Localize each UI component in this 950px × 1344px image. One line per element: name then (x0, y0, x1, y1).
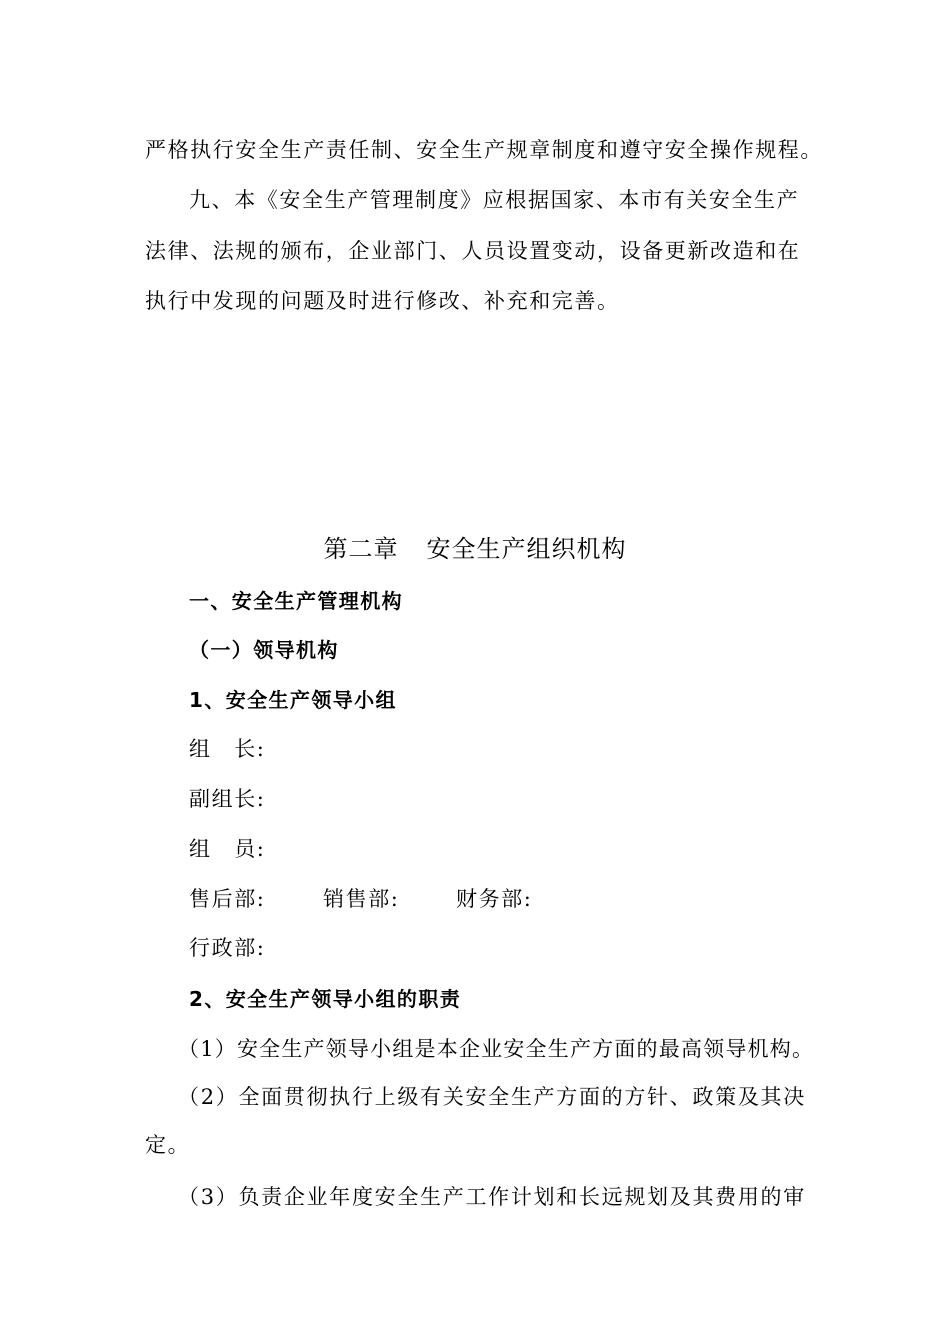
duty-line: （1）安全生产领导小组是本企业安全生产方面的最高领导机构。 (178, 1037, 815, 1061)
dept-admin-label: 行政部: (189, 936, 266, 960)
paragraph-line: 严格执行安全生产责任制、安全生产规章制度和遵守安全操作规程。 (145, 138, 823, 162)
duty-line: （2）全面贯彻执行上级有关安全生产方面的方针、政策及其决 (178, 1085, 806, 1109)
chapter-number: 第二章 (323, 535, 399, 563)
section-heading: 一、安全生产管理机构 (189, 589, 403, 613)
subsection-heading: （一）领导机构 (189, 638, 339, 662)
duty-line: 定。 (145, 1133, 191, 1157)
item-heading: 1、安全生产领导小组 (189, 688, 397, 712)
paragraph-line: 法律、法规的颁布，企业部门、人员设置变动，设备更新改造和在 (145, 239, 801, 263)
leader-label: 组 长: (189, 737, 266, 761)
item-heading: 2、安全生产领导小组的职责 (189, 987, 462, 1011)
member-label: 组 员: (189, 837, 266, 861)
dept-after-sales-label: 售后部: (189, 887, 266, 911)
paragraph-line: 九、本《安全生产管理制度》应根据国家、本市有关安全生产 (189, 188, 800, 212)
chapter-title: 安全生产组织机构 (426, 535, 627, 563)
duty-line: （3）负责企业年度安全生产工作计划和长远规划及其费用的审 (178, 1185, 806, 1209)
dept-sales-label: 销售部: (323, 887, 400, 911)
chapter-heading (0, 533, 950, 565)
paragraph-line: 执行中发现的问题及时进行修改、补充和完善。 (145, 289, 620, 313)
deputy-label: 副组长: (189, 787, 266, 811)
dept-finance-label: 财务部: (456, 887, 533, 911)
